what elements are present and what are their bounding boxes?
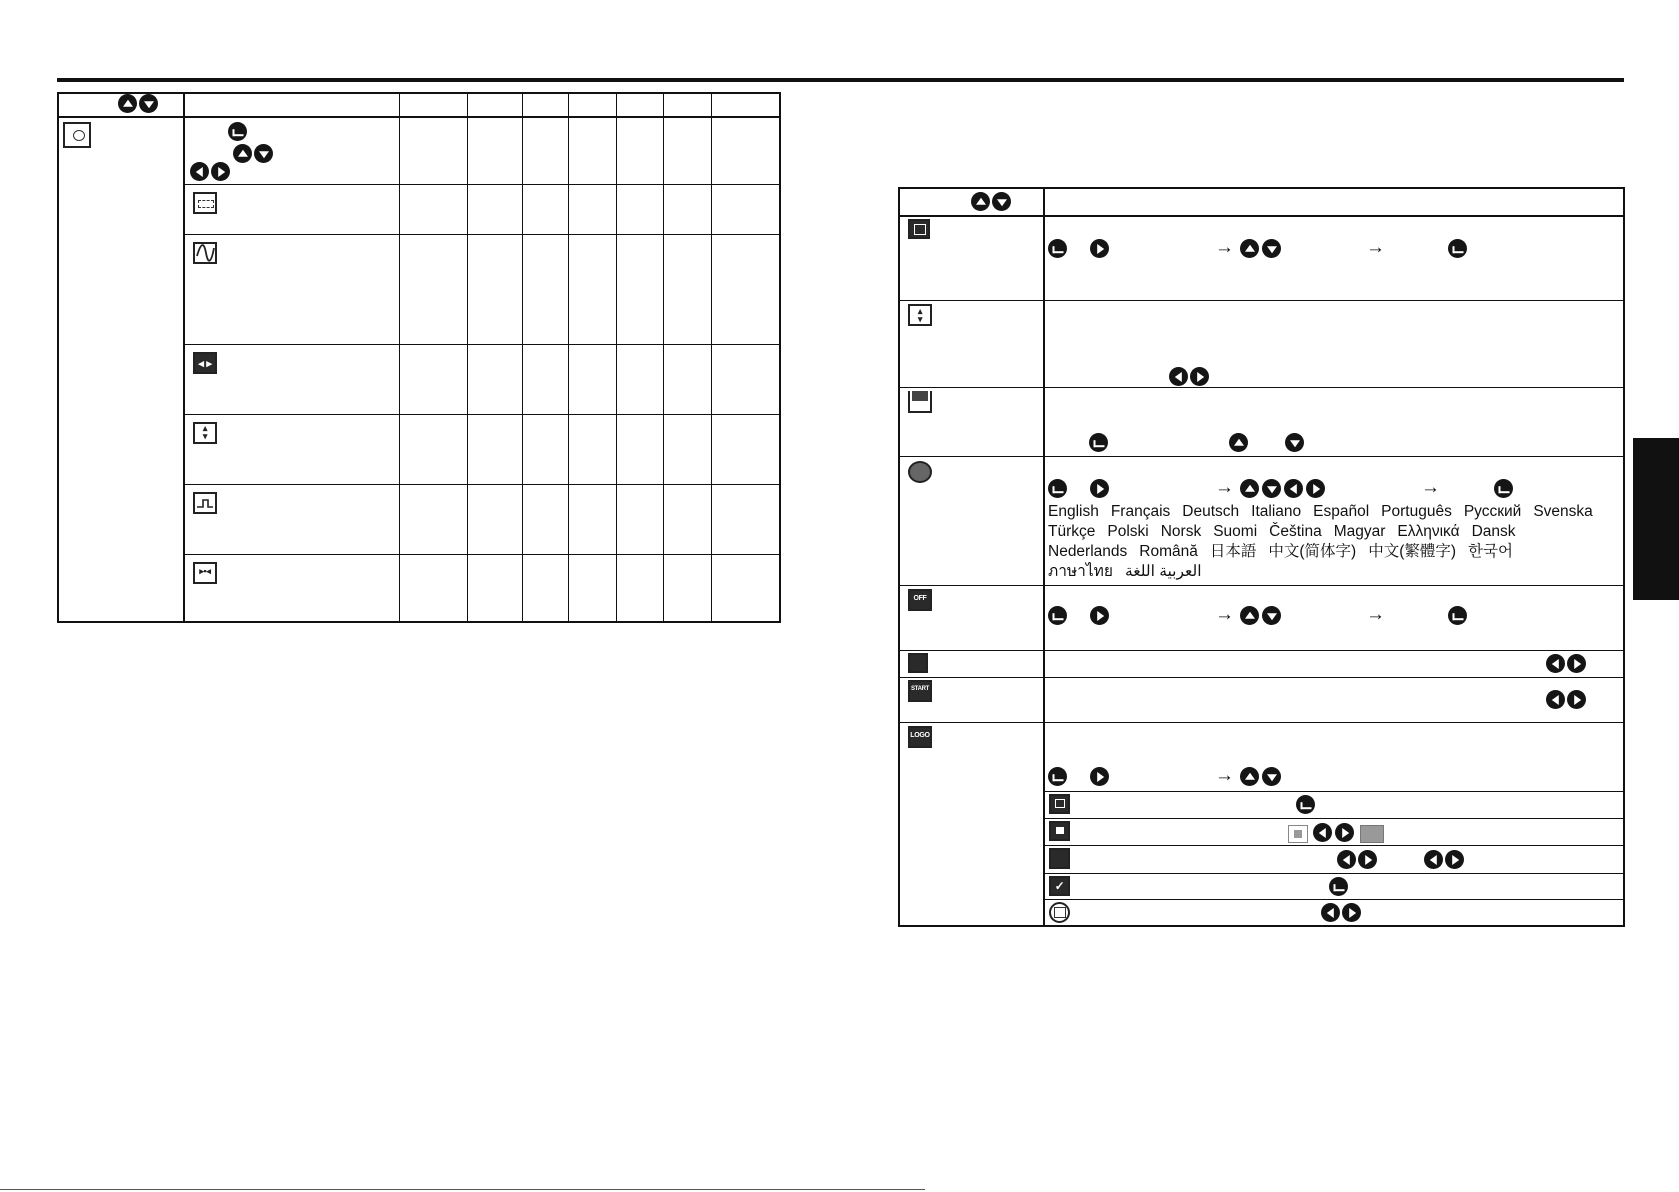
message-left-right-keys (1320, 903, 1362, 922)
image-adjust-icon (63, 122, 91, 148)
repeat-left-right-keys (1545, 654, 1587, 673)
message-icon (1049, 902, 1070, 923)
logo-keys: → (1047, 767, 1347, 791)
up-down-keys (232, 144, 274, 163)
up-key-icon (118, 94, 137, 113)
start-left-right-keys (1545, 690, 1587, 709)
sine-wave-icon (193, 242, 217, 264)
line-width-icon: ▸▪◂ (193, 562, 217, 584)
enter-key-icon (227, 122, 248, 141)
top-rule (57, 78, 1624, 82)
left-right-keys (189, 162, 231, 181)
off-icon: OFF (908, 589, 932, 611)
language-icon (908, 461, 932, 483)
right-menu-table (898, 187, 1625, 927)
check-enter-key (1328, 877, 1349, 896)
check-icon: ✓ (1049, 876, 1070, 896)
start-icon: START (908, 680, 932, 702)
keystone-left-right-keys (1168, 367, 1210, 386)
display-keys: → → (1047, 239, 1607, 263)
capture-icon (1049, 794, 1070, 814)
logo-icon: LOGO (908, 726, 932, 748)
section-tab (1633, 438, 1679, 600)
capture-enter-key (1295, 795, 1316, 814)
screen-keys (1088, 433, 1308, 457)
horizontal-position-icon: ◂ ▸ (193, 352, 217, 374)
down-key-icon (139, 94, 158, 113)
clamp-icon (193, 492, 217, 514)
header-select-keys (970, 192, 1012, 211)
copy-icon (1049, 848, 1070, 869)
copy-left-right-keys-2 (1423, 850, 1465, 869)
screen-icon (908, 391, 932, 413)
fill-color-keys (1288, 823, 1398, 845)
display-icon (908, 219, 930, 239)
copy-left-right-keys-1 (1336, 850, 1378, 869)
language-keys: → → (1047, 479, 1607, 503)
left-menu-table (57, 92, 781, 623)
bottom-rule (0, 1189, 925, 1190)
vertical-position-icon: ▴ ▾ (193, 422, 217, 444)
fine-sync-icon (193, 192, 217, 214)
language-list: English Français Deutsch Italiano Español Português Русский Svenska Türkçe Polski Norsk Suomi Čeština Magyar Ελληνικά Dansk Nederlands Română 日本語 中文(简体字) 中文(繁體字) 한국어 ภาษาไทย العربية اللغة (1048, 503, 1593, 580)
fill-icon (1049, 821, 1070, 841)
off-keys: → → (1047, 606, 1607, 630)
header-select-keys (117, 94, 159, 113)
keystone-icon: ▴ ▾ (908, 304, 932, 326)
repeat-icon (908, 653, 928, 673)
